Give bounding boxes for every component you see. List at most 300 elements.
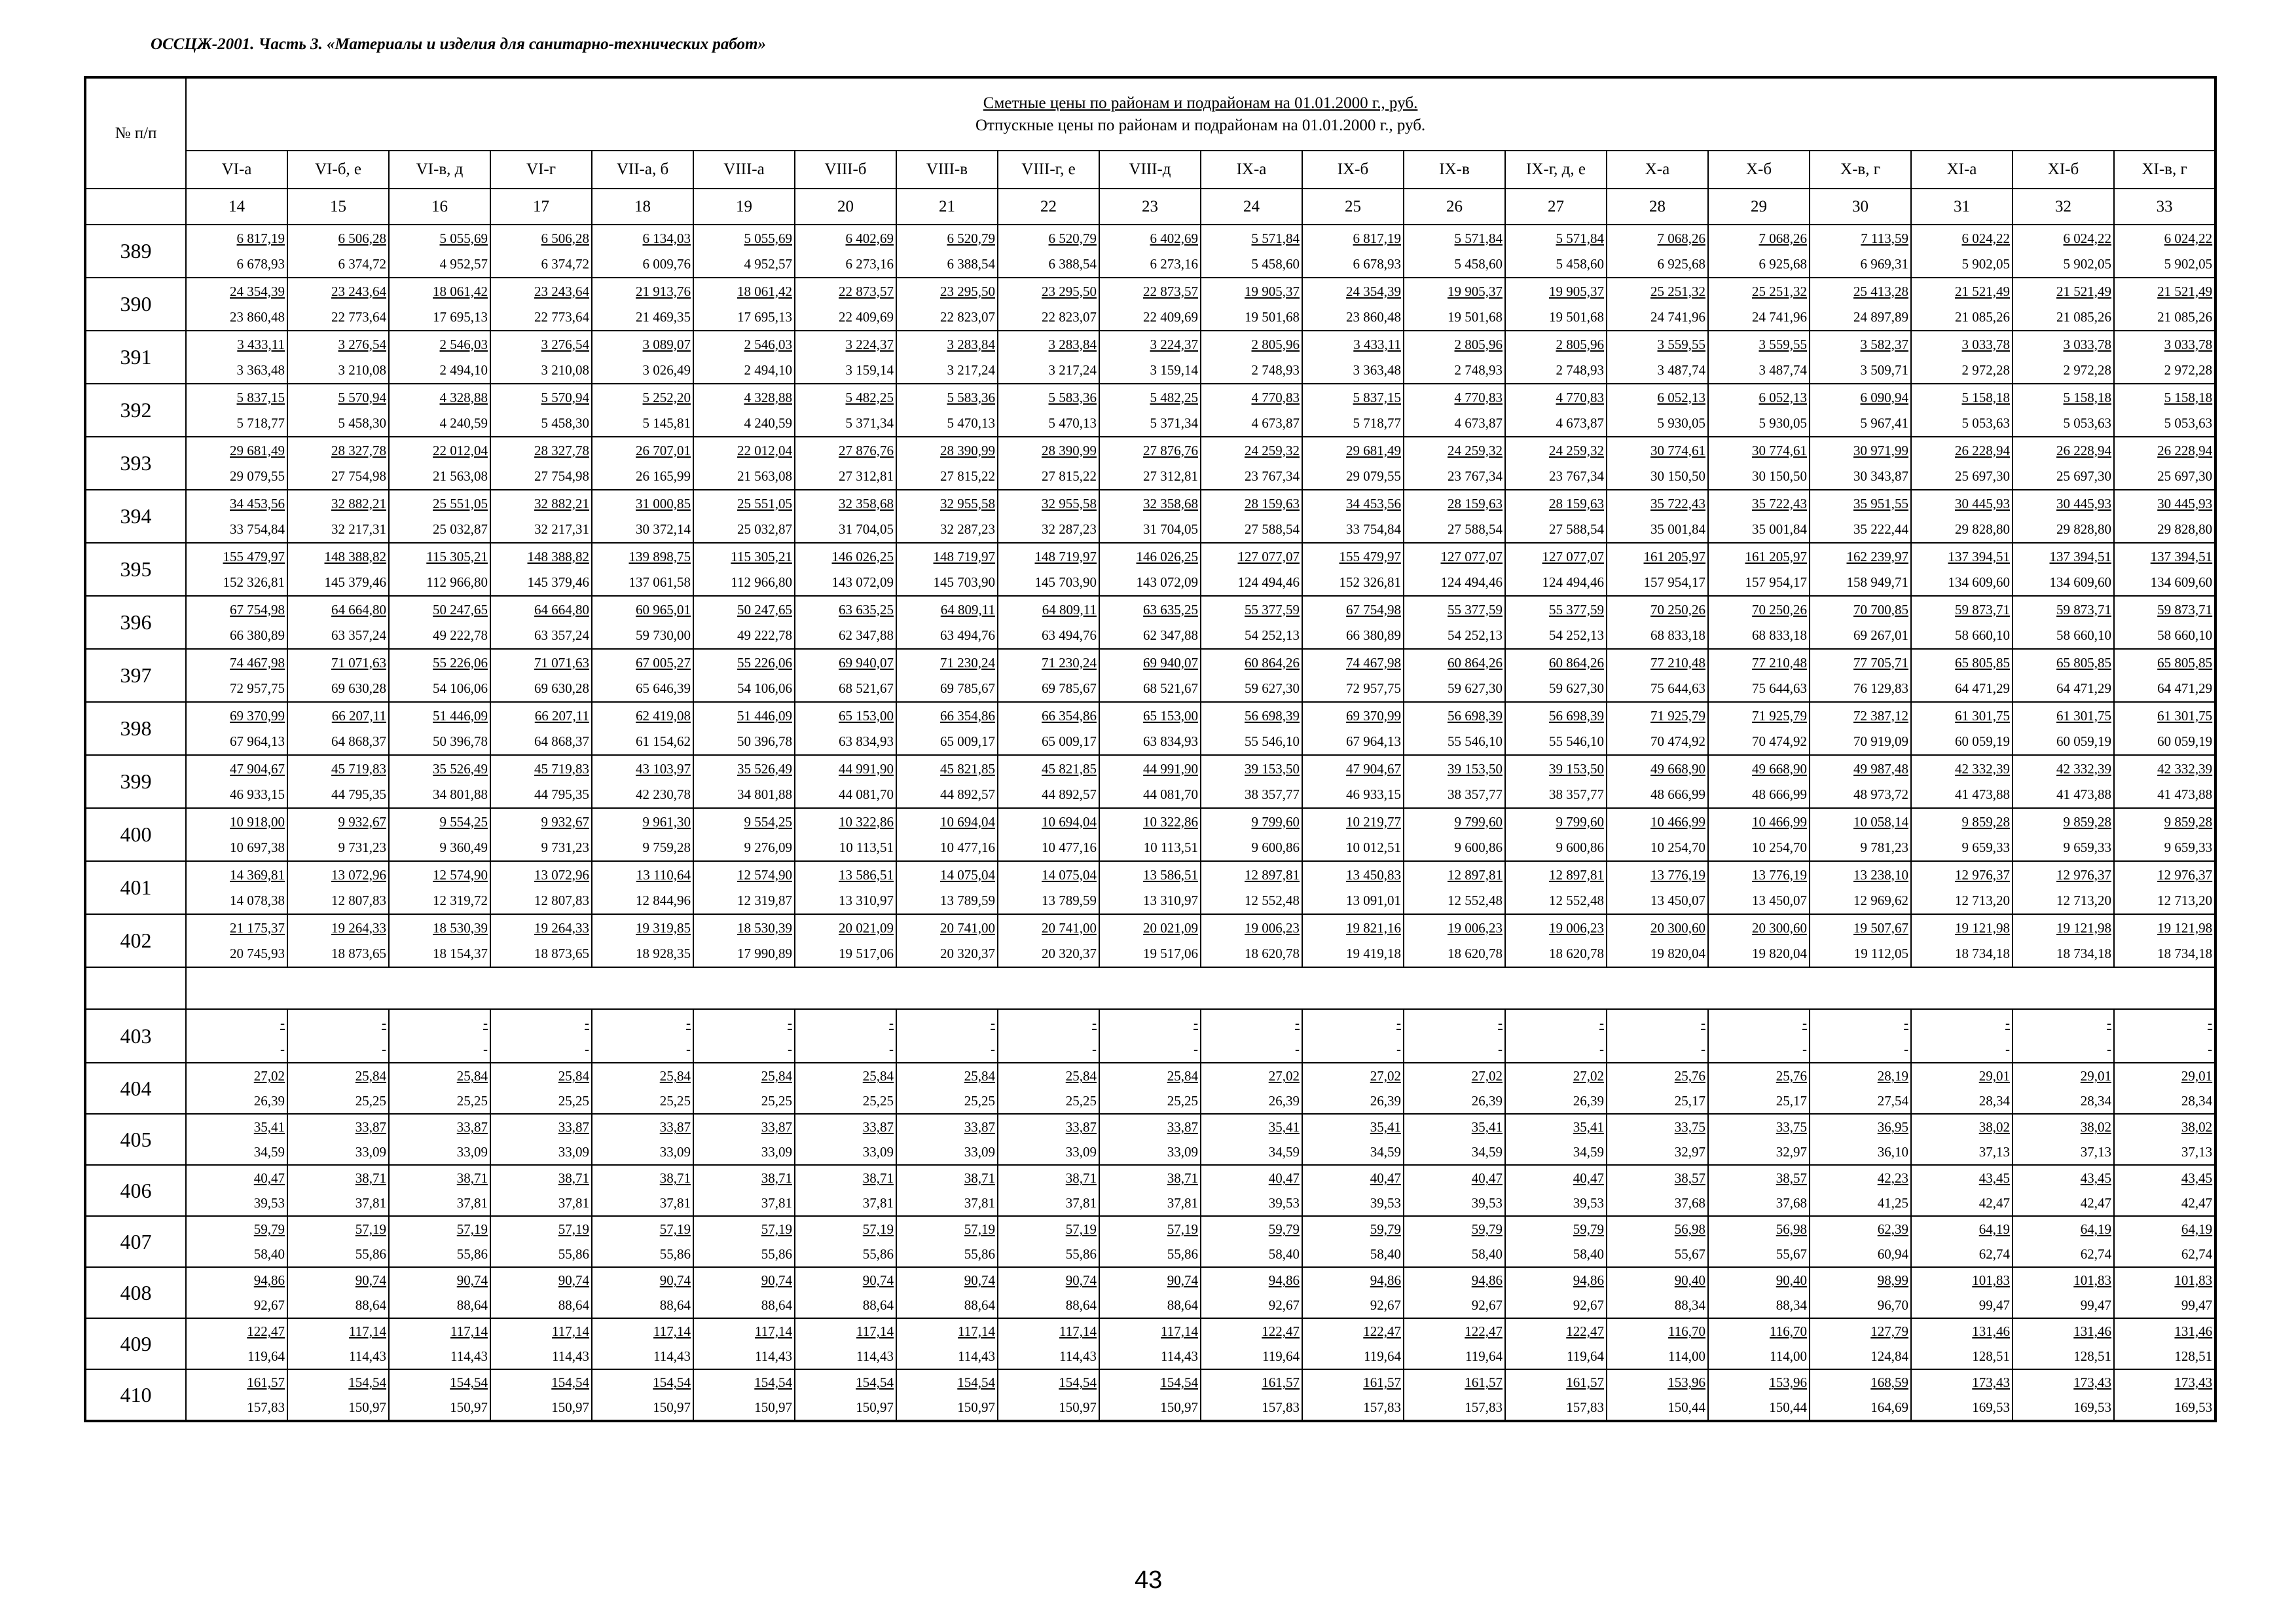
price-cell (1911, 1063, 2013, 1114)
wholesale-price: 88,34 (1776, 1297, 1807, 1313)
price-cell (1201, 331, 1302, 384)
estimated-price: 9 799,60 (1556, 813, 1604, 830)
price-cell (1708, 225, 1810, 278)
wholesale-price: 128,51 (2174, 1348, 2213, 1364)
estimated-price: 57,19 (558, 1221, 589, 1237)
wholesale-price: 33,09 (456, 1144, 488, 1160)
table-row (85, 1267, 2215, 1318)
wholesale-price: 164,69 (1870, 1399, 1908, 1415)
price-cell (1708, 1009, 1810, 1063)
price-cell (1708, 331, 1810, 384)
wholesale-price: 26 165,99 (636, 468, 691, 484)
wholesale-price: 34,59 (253, 1144, 285, 1160)
estimated-price: 28 159,63 (1245, 495, 1300, 511)
price-cell (287, 331, 389, 384)
wholesale-price: 9 781,23 (1860, 839, 1908, 855)
wholesale-price: 6 925,68 (1657, 255, 1705, 272)
estimated-price: 49 668,90 (1752, 760, 1807, 777)
price-cell (1099, 861, 1201, 914)
wholesale-price: 33,09 (761, 1144, 792, 1160)
price-cell (1404, 596, 1505, 649)
wholesale-price: 37,81 (1167, 1195, 1198, 1211)
wholesale-price: 150,97 (856, 1399, 894, 1415)
estimated-price: 90,74 (761, 1272, 792, 1288)
empty-index-cell (85, 189, 186, 225)
wholesale-price: 25,25 (964, 1093, 995, 1109)
wholesale-price: 12 844,96 (636, 892, 691, 908)
price-cell (2013, 490, 2114, 543)
estimated-price: 117,14 (958, 1323, 995, 1339)
wholesale-price: 64 471,29 (2056, 680, 2111, 696)
wholesale-price: 29 828,80 (2157, 521, 2213, 537)
wholesale-price: - (1194, 1041, 1198, 1057)
wholesale-price: 22 409,69 (839, 308, 894, 325)
wholesale-price: 32 287,23 (1042, 521, 1097, 537)
estimated-price: - (280, 1015, 285, 1031)
wholesale-price: 27 588,54 (1448, 521, 1503, 537)
price-cell (389, 543, 490, 596)
price-cell (693, 861, 795, 914)
price-cell (2013, 1267, 2114, 1318)
region-header: IX-в (1404, 151, 1505, 189)
wholesale-price: 3 217,24 (1048, 361, 1097, 378)
wholesale-price: 114,43 (653, 1348, 691, 1364)
price-cell (592, 437, 693, 490)
wholesale-price: 4 673,87 (1556, 415, 1604, 431)
price-cell (1404, 1165, 1505, 1216)
estimated-price: 35 526,49 (737, 760, 792, 777)
estimated-price: 19 905,37 (1549, 283, 1604, 299)
wholesale-price: 59 627,30 (1549, 680, 1604, 696)
price-cell (287, 755, 389, 808)
wholesale-price: 18 154,37 (433, 945, 488, 961)
price-cell (693, 596, 795, 649)
estimated-price: 9 554,25 (744, 813, 792, 830)
estimated-price: 5 158,18 (1961, 389, 2010, 405)
wholesale-price: 6 374,72 (541, 255, 589, 272)
wholesale-price: 58 660,10 (1955, 627, 2010, 643)
wholesale-price: 22 823,07 (940, 308, 995, 325)
estimated-price: 25 413,28 (1853, 283, 1908, 299)
region-header: VI-в, д (389, 151, 490, 189)
price-cell (186, 1369, 287, 1421)
price-cell (287, 861, 389, 914)
wholesale-price: 54 252,13 (1549, 627, 1604, 643)
wholesale-price: 5 930,05 (1758, 415, 1807, 431)
table-row (85, 702, 2215, 755)
estimated-price: 2 546,03 (439, 336, 488, 352)
wholesale-price: 13 310,97 (839, 892, 894, 908)
price-cell (490, 384, 592, 437)
wholesale-price: 145 379,46 (527, 574, 589, 590)
price-cell (1505, 649, 1607, 702)
price-cell (1099, 331, 1201, 384)
price-cell (1099, 649, 1201, 702)
price-cell (389, 437, 490, 490)
estimated-price: - (1599, 1015, 1604, 1031)
price-cell (1810, 755, 1911, 808)
wholesale-price: 169,53 (2073, 1399, 2111, 1415)
price-cell (1810, 1009, 1911, 1063)
price-cell (1404, 1267, 1505, 1318)
estimated-price: 70 250,26 (1650, 601, 1705, 618)
estimated-price: 19 319,85 (636, 919, 691, 936)
wholesale-price: 44 795,35 (534, 786, 589, 802)
price-cell (2114, 596, 2215, 649)
wholesale-price: 88,64 (964, 1297, 995, 1313)
estimated-price: 64,19 (2080, 1221, 2111, 1237)
wholesale-price: 72 957,75 (230, 680, 285, 696)
estimated-price: 43,45 (2080, 1170, 2111, 1186)
estimated-price: 117,14 (755, 1323, 792, 1339)
wholesale-price: 9 759,28 (642, 839, 691, 855)
price-cell (490, 755, 592, 808)
wholesale-price: 48 666,99 (1752, 786, 1807, 802)
price-cell (1099, 755, 1201, 808)
wholesale-price: 12 713,20 (2157, 892, 2213, 908)
estimated-price: 65 805,85 (1955, 654, 2010, 671)
wholesale-price: 18 734,18 (2157, 945, 2213, 961)
price-cell (1201, 384, 1302, 437)
price-cell (693, 808, 795, 861)
estimated-price: 90,74 (1167, 1272, 1198, 1288)
price-cell (389, 649, 490, 702)
region-header: VIII-д (1099, 151, 1201, 189)
wholesale-price: 59 627,30 (1245, 680, 1300, 696)
wholesale-price: 58,40 (1573, 1246, 1604, 1262)
wholesale-price: 21 469,35 (636, 308, 691, 325)
estimated-price: 38,57 (1674, 1170, 1705, 1186)
wholesale-price: 33 754,84 (230, 521, 285, 537)
wholesale-price: 63 494,76 (940, 627, 995, 643)
wholesale-price: 28,34 (2181, 1093, 2213, 1109)
price-cell (1607, 808, 1708, 861)
wholesale-price: 33,09 (964, 1144, 995, 1160)
price-cell (1505, 384, 1607, 437)
wholesale-price: - (2005, 1041, 2010, 1057)
price-cell (490, 1009, 592, 1063)
estimated-price: 5 570,94 (338, 389, 386, 405)
estimated-price: 22 012,04 (433, 442, 488, 458)
price-cell (2013, 596, 2114, 649)
price-cell (490, 225, 592, 278)
estimated-price: 10 694,04 (1042, 813, 1097, 830)
wholesale-price: 21 563,08 (737, 468, 792, 484)
price-cell (2013, 861, 2114, 914)
price-cell (1708, 490, 1810, 543)
wholesale-price: 150,97 (1059, 1399, 1097, 1415)
estimated-price: 35,41 (1471, 1119, 1503, 1135)
price-cell (389, 914, 490, 967)
estimated-price: 45 719,83 (331, 760, 386, 777)
column-number: 31 (1911, 189, 2013, 225)
estimated-price: 30 774,61 (1650, 442, 1705, 458)
wholesale-price: 12 969,62 (1853, 892, 1908, 908)
estimated-price: 10 918,00 (230, 813, 285, 830)
price-cell (1607, 278, 1708, 331)
wholesale-price: 68 833,18 (1650, 627, 1705, 643)
estimated-price: 19 264,33 (534, 919, 589, 936)
wholesale-price: - (1396, 1041, 1401, 1057)
price-cell (1607, 1009, 1708, 1063)
price-cell (186, 808, 287, 861)
estimated-price: 22 873,57 (839, 283, 894, 299)
estimated-price: 155 479,97 (1339, 548, 1401, 564)
wholesale-price: 54 106,06 (737, 680, 792, 696)
price-cell (1607, 543, 1708, 596)
estimated-price: 24 354,39 (1346, 283, 1401, 299)
estimated-price: 71 071,63 (534, 654, 589, 671)
price-cell (1099, 490, 1201, 543)
wholesale-price: - (2107, 1041, 2111, 1057)
column-number: 16 (389, 189, 490, 225)
price-cell (1302, 490, 1404, 543)
row-number: 408 (85, 1267, 186, 1318)
estimated-price: 12 897,81 (1549, 866, 1604, 883)
wholesale-price: 99,47 (2080, 1297, 2111, 1313)
wholesale-price: 10 113,51 (1143, 839, 1198, 855)
price-cell (795, 649, 896, 702)
estimated-price: 168,59 (1870, 1375, 1908, 1390)
price-cell (896, 596, 998, 649)
wholesale-price: 22 823,07 (1042, 308, 1097, 325)
price-cell (693, 1114, 795, 1165)
estimated-price: 18 061,42 (433, 283, 488, 299)
estimated-price: 27,02 (253, 1068, 285, 1084)
row-number: 403 (85, 1009, 186, 1063)
estimated-price: 42 332,39 (2157, 760, 2213, 777)
estimated-price: 90,40 (1674, 1272, 1705, 1288)
price-cell (896, 1216, 998, 1267)
table-row (85, 808, 2215, 861)
wholesale-price: 59 730,00 (636, 627, 691, 643)
wholesale-price: 75 644,63 (1650, 680, 1705, 696)
column-number: 27 (1505, 189, 1607, 225)
estimated-price: 33,87 (456, 1119, 488, 1135)
wholesale-price: 54 252,13 (1245, 627, 1300, 643)
wholesale-price: 70 474,92 (1752, 733, 1807, 749)
wholesale-price: 2 972,28 (2164, 361, 2213, 378)
wholesale-price: 32 217,31 (331, 521, 386, 537)
estimated-price: 154,54 (348, 1375, 386, 1390)
wholesale-price: 137 061,58 (629, 574, 691, 590)
price-cell (1708, 1165, 1810, 1216)
wholesale-price: 3 217,24 (947, 361, 995, 378)
estimated-price: 13 110,64 (636, 866, 691, 883)
wholesale-price: 150,97 (754, 1399, 792, 1415)
estimated-price: 44 991,90 (839, 760, 894, 777)
price-cell (795, 490, 896, 543)
price-cell (389, 1114, 490, 1165)
wholesale-price: 27 754,98 (331, 468, 386, 484)
price-cell (1302, 702, 1404, 755)
estimated-price: 35,41 (253, 1119, 285, 1135)
wholesale-price: 23 767,34 (1549, 468, 1604, 484)
price-cell (1099, 1216, 1201, 1267)
price-cell (490, 914, 592, 967)
wholesale-price: 6 273,16 (845, 255, 894, 272)
wholesale-price: 19 517,06 (1143, 945, 1198, 961)
estimated-price: 35 951,55 (1853, 495, 1908, 511)
estimated-price: 25,84 (862, 1068, 894, 1084)
wholesale-price: 114,43 (958, 1348, 995, 1364)
price-cell (1911, 755, 2013, 808)
wholesale-price: 18 734,18 (2056, 945, 2111, 961)
estimated-price: 117,14 (1059, 1323, 1097, 1339)
wholesale-price: 26,39 (253, 1093, 285, 1109)
wholesale-price: 18 928,35 (636, 945, 691, 961)
wholesale-price: 20 320,37 (940, 945, 995, 961)
wholesale-price: 32 217,31 (534, 521, 589, 537)
wholesale-price: 124 494,46 (1237, 574, 1300, 590)
wholesale-price: 112 966,80 (426, 574, 488, 590)
price-cell (896, 755, 998, 808)
estimated-price: 3 283,84 (947, 336, 995, 352)
estimated-price: 51 446,09 (433, 707, 488, 724)
wholesale-price: 58 660,10 (2157, 627, 2213, 643)
estimated-price: - (1092, 1015, 1097, 1031)
estimated-price: 57,19 (456, 1221, 488, 1237)
estimated-price: 154,54 (1059, 1375, 1097, 1390)
estimated-price: 65 153,00 (839, 707, 894, 724)
price-cell (1708, 278, 1810, 331)
section-gap-row (85, 967, 2215, 1009)
estimated-price: 116,70 (1668, 1323, 1705, 1339)
wholesale-price: 25,25 (761, 1093, 792, 1109)
price-cell (1708, 755, 1810, 808)
price-cell (1201, 649, 1302, 702)
wholesale-price: 18 873,65 (331, 945, 386, 961)
price-cell (592, 596, 693, 649)
estimated-price: 57,19 (355, 1221, 386, 1237)
price-cell (693, 543, 795, 596)
price-cell (693, 1267, 795, 1318)
estimated-price: 153,96 (1667, 1375, 1705, 1390)
estimated-price: 35,41 (1573, 1119, 1604, 1135)
wholesale-price: 69 630,28 (331, 680, 386, 696)
estimated-price: 74 467,98 (1346, 654, 1401, 671)
estimated-price: 12 897,81 (1245, 866, 1300, 883)
estimated-price: 9 859,28 (1961, 813, 2010, 830)
wholesale-price: 119,64 (1465, 1348, 1503, 1364)
price-cell (592, 808, 693, 861)
estimated-price: 101,83 (2073, 1272, 2111, 1288)
region-header: XI-в, г (2114, 151, 2215, 189)
wholesale-price: 30 150,50 (1752, 468, 1807, 484)
wholesale-price: 18 620,78 (1549, 945, 1604, 961)
price-cell (186, 755, 287, 808)
table-row (85, 437, 2215, 490)
wholesale-price: 55,86 (964, 1246, 995, 1262)
price-cell (1505, 1318, 1607, 1369)
price-cell (490, 331, 592, 384)
estimated-price: 14 075,04 (1042, 866, 1097, 883)
wholesale-price: 13 091,01 (1346, 892, 1401, 908)
estimated-price: 32 358,68 (1143, 495, 1198, 511)
price-cell (1708, 808, 1810, 861)
wholesale-price: 157,83 (1363, 1399, 1401, 1415)
wholesale-price: 30 343,87 (1853, 468, 1908, 484)
wholesale-price: - (1498, 1041, 1503, 1057)
wholesale-price: 29 079,55 (230, 468, 285, 484)
estimated-price: 40,47 (1268, 1170, 1300, 1186)
price-cell (1404, 755, 1505, 808)
estimated-price: 38,71 (862, 1170, 894, 1186)
price-cell (186, 1009, 287, 1063)
row-number: 400 (85, 808, 186, 861)
wholesale-price: 55,86 (659, 1246, 691, 1262)
wholesale-price: 30 150,50 (1650, 468, 1705, 484)
wholesale-price: 2 494,10 (744, 361, 792, 378)
price-cell (1404, 914, 1505, 967)
estimated-price: 35 526,49 (433, 760, 488, 777)
price-cell (1201, 861, 1302, 914)
estimated-price: 18 061,42 (737, 283, 792, 299)
estimated-price: 38,57 (1776, 1170, 1807, 1186)
price-cell (1201, 490, 1302, 543)
estimated-price: 57,19 (1065, 1221, 1097, 1237)
estimated-price: 127 077,07 (1237, 548, 1300, 564)
row-number: 402 (85, 914, 186, 967)
wholesale-price: 46 933,15 (230, 786, 285, 802)
estimated-price: 59 873,71 (2056, 601, 2111, 618)
estimated-price: 5 837,15 (1353, 389, 1401, 405)
estimated-price: 6 402,69 (845, 230, 894, 246)
table-row (85, 278, 2215, 331)
price-cell (592, 543, 693, 596)
price-cell (287, 437, 389, 490)
price-cell (2114, 1165, 2215, 1216)
price-cell (186, 1114, 287, 1165)
price-cell (1099, 543, 1201, 596)
price-cell (2114, 702, 2215, 755)
wholesale-price: 34 801,88 (433, 786, 488, 802)
price-cell (490, 1216, 592, 1267)
wholesale-price: 32 287,23 (940, 521, 995, 537)
column-number: 32 (2013, 189, 2114, 225)
wholesale-price: 38 357,77 (1245, 786, 1300, 802)
estimated-price: 28 327,78 (534, 442, 589, 458)
wholesale-price: 34,59 (1471, 1144, 1503, 1160)
section-gap-cell (85, 967, 186, 1009)
price-cell (389, 755, 490, 808)
estimated-price: - (1194, 1015, 1198, 1031)
estimated-price: 74 467,98 (230, 654, 285, 671)
wholesale-price: 49 222,78 (737, 627, 792, 643)
wholesale-price: 5 371,34 (845, 415, 894, 431)
price-cell (2114, 225, 2215, 278)
estimated-price: 56 698,39 (1549, 707, 1604, 724)
estimated-price: 18 530,39 (433, 919, 488, 936)
wholesale-price: 114,43 (450, 1348, 488, 1364)
wholesale-price: 22 409,69 (1143, 308, 1198, 325)
price-cell (389, 1165, 490, 1216)
column-number: 18 (592, 189, 693, 225)
estimated-price: 18 530,39 (737, 919, 792, 936)
region-header: VIII-г, е (998, 151, 1099, 189)
wholesale-price: 50 396,78 (433, 733, 488, 749)
wholesale-price: 12 807,83 (331, 892, 386, 908)
price-cell (1505, 596, 1607, 649)
estimated-price: 21 521,49 (2056, 283, 2111, 299)
wholesale-price: 92,67 (1268, 1297, 1300, 1313)
wholesale-price: 12 319,87 (737, 892, 792, 908)
estimated-price: 25 251,32 (1752, 283, 1807, 299)
wholesale-price: 37,68 (1776, 1195, 1807, 1211)
price-cell (1404, 1318, 1505, 1369)
price-cell (287, 702, 389, 755)
estimated-price: 28 159,63 (1549, 495, 1604, 511)
